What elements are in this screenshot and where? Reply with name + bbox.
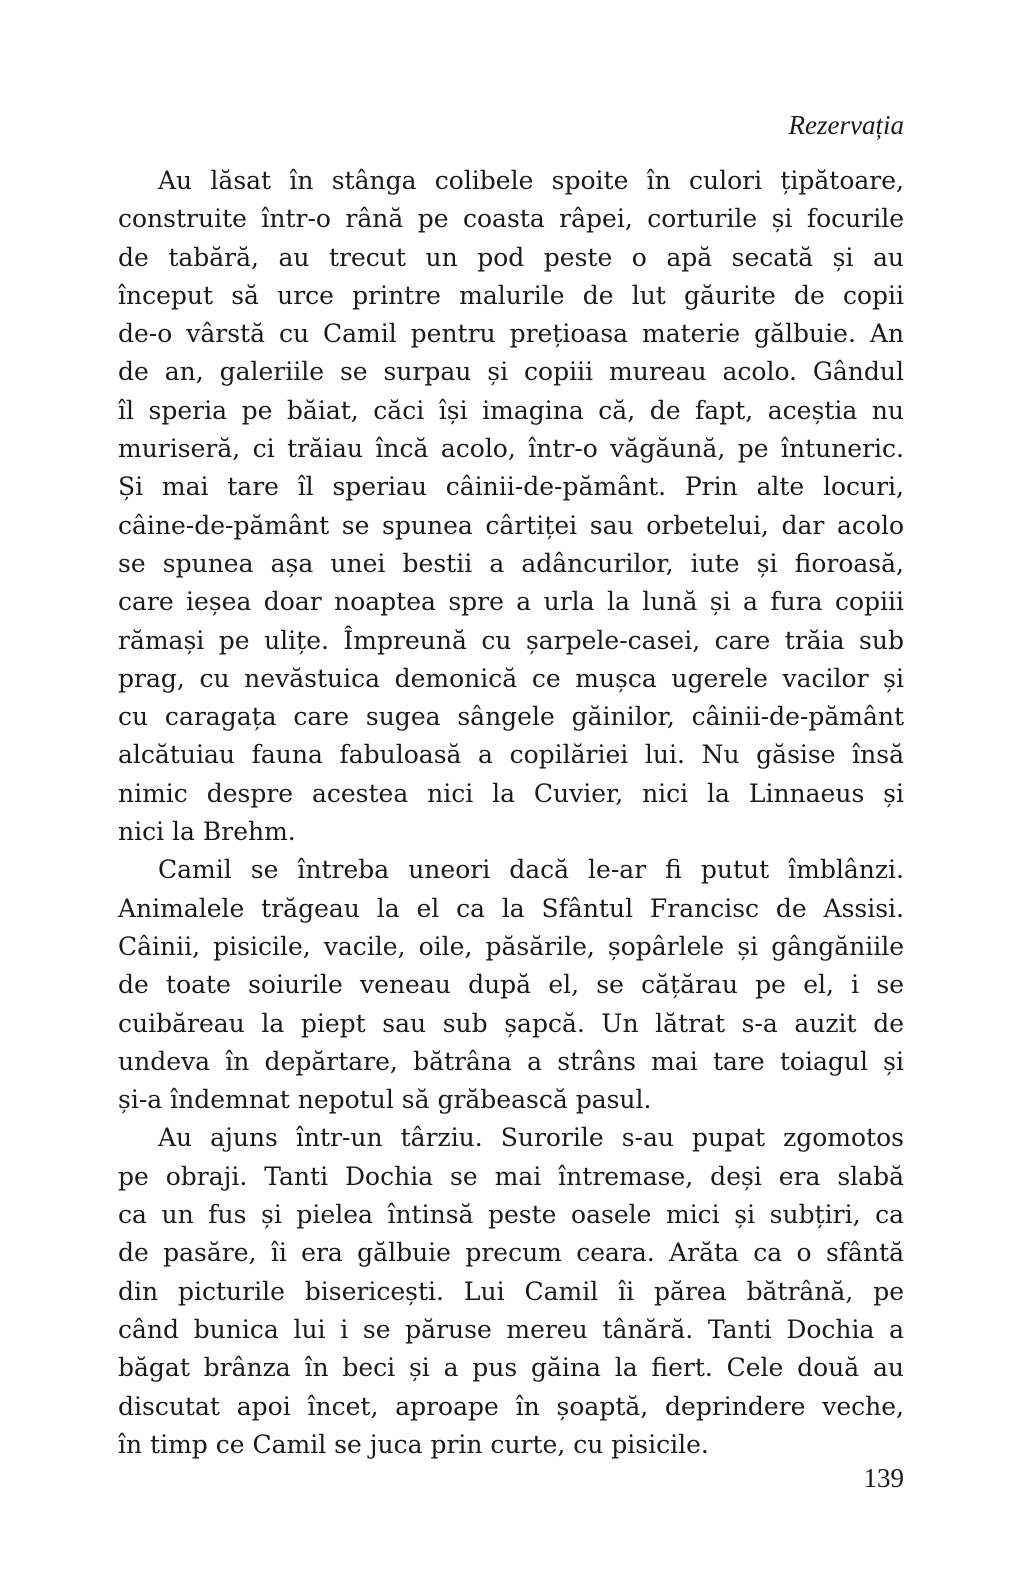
paragraph-3 — [118, 1119, 904, 1464]
text-line: din picturile bisericești. Lui Camil îi părea bătrână, pe — [118, 1276, 904, 1306]
text-line: alcătuiau fauna fabuloasă a copilăriei lui. Nu găsise însă — [118, 740, 904, 770]
paragraph-2 — [118, 851, 904, 1119]
text-line: de toate soiurile veneau după el, se cățărau pe el, i se — [118, 970, 904, 1000]
text-line: Camil se întreba uneori dacă le-ar fi putut îmblânzi. — [158, 855, 904, 885]
text-line: pe obraji. Tanti Dochia se mai întremase, deși era slabă — [118, 1161, 904, 1191]
running-header: Rezervația — [788, 110, 904, 140]
text-line: muriseră, ci trăiau încă acolo, într-o văgăună, pe întuneric. — [118, 434, 904, 464]
text-line: Câinii, pisicile, vacile, oile, păsările, șopârlele și gângăniile — [118, 931, 904, 961]
text-line: ca un fus și pielea întinsă peste oasele mici și subțiri, ca — [118, 1200, 904, 1230]
text-line: cuibăreau la piept sau sub șapcă. Un lătrat s-a auzit de — [118, 1008, 904, 1038]
text-line: construite într-o rână pe coasta râpei, corturile și focurile — [118, 204, 904, 234]
page-number: 139 — [863, 1463, 904, 1493]
text-line: undeva în depărtare, bătrâna a strâns mai tare toiagul și — [118, 1046, 904, 1076]
text-line: rămași pe ulițe. Împreună cu șarpele-casei, care trăia sub — [118, 625, 904, 655]
text-line: care ieșea doar noaptea spre a urla la lună și a fura copiii — [118, 587, 904, 617]
text-line: nici la Brehm. — [118, 817, 296, 847]
text-line: câine-de-pământ se spunea cârtiței sau orbetelui, dar acolo — [118, 510, 904, 540]
text-line: Au ajuns într-un târziu. Surorile s-au pupat zgomotos — [158, 1123, 904, 1153]
text-line: nimic despre acestea nici la Cuvier, nici la Linnaeus și — [118, 778, 904, 808]
text-line: de an, galeriile se surpau și copiii mureau acolo. Gândul — [118, 357, 904, 387]
text-line: băgat brânza în beci și a pus găina la fiert. Cele două au — [118, 1353, 904, 1383]
text-line: discutat apoi încet, aproape în șoaptă, deprindere veche, — [118, 1391, 904, 1421]
paragraph-1 — [118, 162, 904, 851]
text-line: început să urce printre malurile de lut găurite de copii — [118, 280, 904, 310]
text-line: îl speria pe băiat, căci își imagina că, de fapt, aceștia nu — [118, 395, 904, 425]
text-line: și-a îndemnat nepotul să grăbească pasul. — [118, 1085, 652, 1115]
body-text — [118, 162, 904, 1464]
text-line: Animalele trăgeau la el ca la Sfântul Francisc de Assisi. — [118, 893, 904, 923]
text-line: când bunica lui i se păruse mereu tânără. Tanti Dochia a — [118, 1314, 904, 1344]
text-line: de tabără, au trecut un pod peste o apă secată și au — [118, 242, 904, 272]
text-line: Au lăsat în stânga colibele spoite în culori țipătoare, — [158, 166, 904, 195]
text-line: prag, cu nevăstuica demonică ce mușca ugerele vacilor și — [118, 663, 904, 693]
text-line: de-o vârstă cu Camil pentru prețioasa materie gălbuie. An — [118, 319, 904, 349]
text-line: de pasăre, îi era gălbuie precum ceara. Arăta ca o sfântă — [118, 1238, 904, 1268]
text-line: se spunea așa unei bestii a adâncurilor, iute și fioroasă, — [118, 548, 904, 578]
text-line: în timp ce Camil se juca prin curte, cu pisicile. — [118, 1429, 709, 1459]
text-line: Și mai tare îl speriau câinii-de-pământ. Prin alte locuri, — [118, 472, 904, 502]
text-line: cu caragața care sugea sângele găinilor, câinii-de-pământ — [118, 702, 904, 732]
